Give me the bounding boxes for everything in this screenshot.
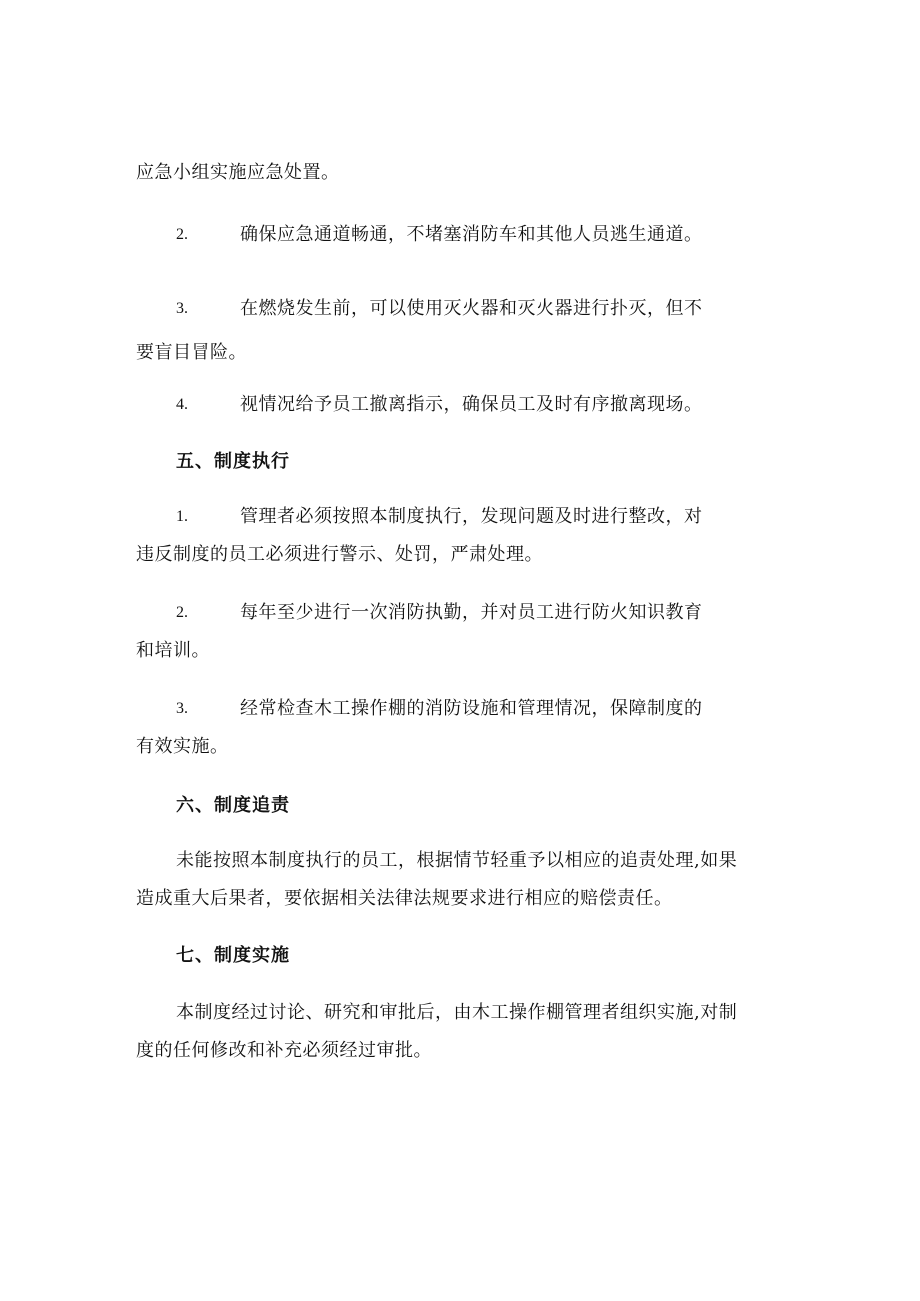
item-text: 每年至少进行一次消防执勤，并对员工进行防火知识教育 <box>240 602 703 623</box>
paragraph-line: 造成重大后果者，要依据相关法律法规要求进行相应的赔偿责任。 <box>136 888 673 909</box>
item-text: 管理者必须按照本制度执行，发现问题及时进行整改，对 <box>240 506 703 527</box>
item-text: 视情况给予员工撤离指示，确保员工及时有序撤离现场。 <box>240 394 703 415</box>
item-number: 2. <box>176 226 188 243</box>
item-number: 4. <box>176 396 188 413</box>
continuation-text: 应急小组实施应急处置。 <box>136 162 340 183</box>
item-text-continued: 和培训。 <box>136 640 210 661</box>
section-heading: 六、制度追责 <box>176 795 290 816</box>
item-number: 3. <box>176 700 188 717</box>
paragraph-line: 度的任何修改和补充必须经过审批。 <box>136 1040 432 1061</box>
item-text: 确保应急通道畅通，不堵塞消防车和其他人员逃生通道。 <box>240 224 703 245</box>
item-text: 在燃烧发生前，可以使用灭火器和灭火器进行扑灭，但不 <box>240 298 703 319</box>
item-text: 经常检查木工操作棚的消防设施和管理情况，保障制度的 <box>240 698 703 719</box>
item-number: 1. <box>176 508 188 525</box>
item-text-continued: 违反制度的员工必须进行警示、处罚，严肃处理。 <box>136 544 543 565</box>
section-heading: 七、制度实施 <box>176 945 290 966</box>
item-text-continued: 有效实施。 <box>136 736 229 757</box>
paragraph-line: 未能按照本制度执行的员工，根据情节轻重予以相应的追责处理,如果 <box>176 850 738 871</box>
section-heading: 五、制度执行 <box>176 451 290 472</box>
item-number: 2. <box>176 604 188 621</box>
paragraph-line: 本制度经过讨论、研究和审批后，由木工操作棚管理者组织实施,对制 <box>176 1002 738 1023</box>
item-number: 3. <box>176 300 188 317</box>
item-text-continued: 要盲目冒险。 <box>136 342 247 363</box>
